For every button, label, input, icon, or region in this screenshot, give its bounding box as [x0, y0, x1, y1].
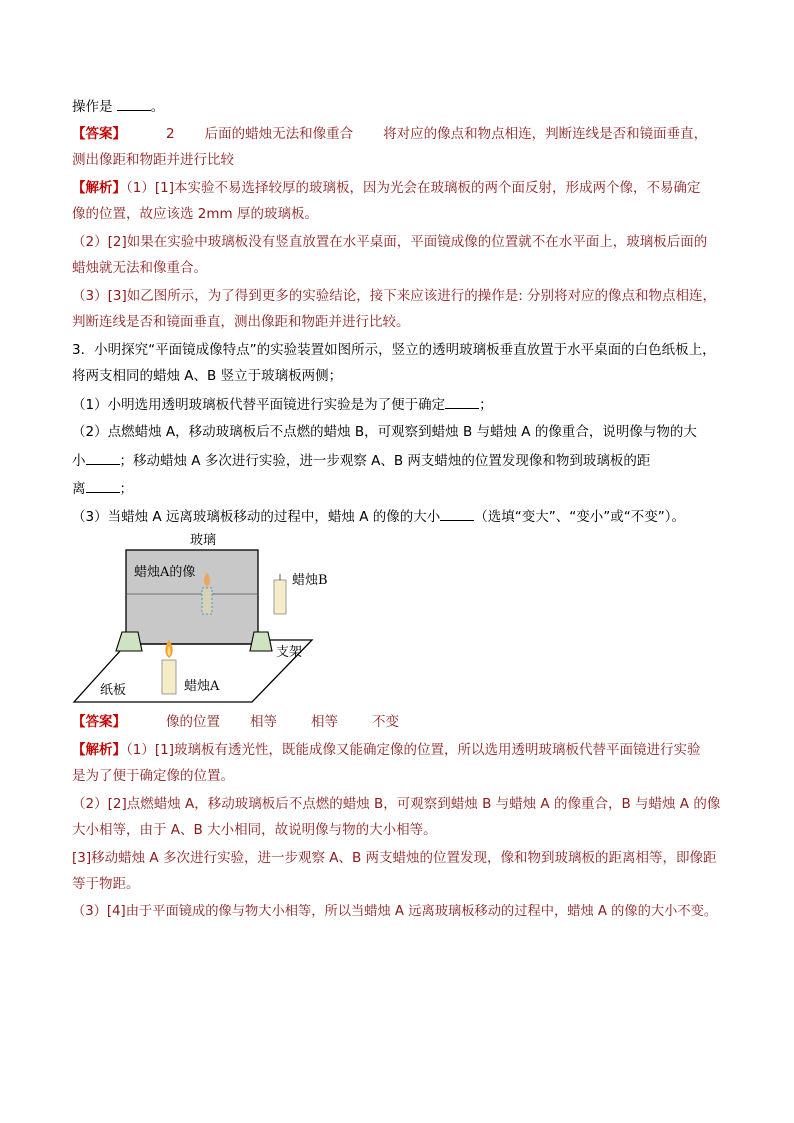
answer-line-2 — [72, 712, 399, 732]
analysis-text: （3）[4]由于平面镜成的像与物大小相等，所以当蜡烛 A 远离玻璃板移动的过程中，蜡烛 A 的像的大小不变。 — [72, 904, 718, 919]
answer-item: 像的位置 — [166, 714, 220, 730]
analysis-tag: 【解析】 — [72, 742, 126, 758]
carryover-text: 操作是 — [72, 99, 117, 115]
answer-blank — [117, 96, 151, 111]
answer-item: 相等 — [311, 714, 338, 730]
analysis-text: （2）[2]如果在实验中玻璃板没有竖直放置在水平桌面，平面镜成像的位置就不在水平面上，玻璃板后面的 — [72, 234, 708, 250]
question-stem: 将两支相同的蜡烛 A、B 竖立于玻璃板两侧； — [72, 368, 343, 384]
stand-right — [250, 632, 272, 651]
question-part-1: （1）小明选用透明玻璃板代替平面镜进行实验是为了便于确定 ； — [72, 394, 493, 415]
question-part-2-cont: 离 ； — [72, 478, 133, 499]
analysis-text: （1）[1]玻璃板有透光性，既能成像又能确定像的位置，所以选用透明玻璃板代替平面镜进行实验 — [126, 742, 701, 758]
analysis-line — [72, 178, 700, 198]
question-part-2-cont: 小 ；移动蜡烛 A 多次进行实验，进一步观察 A、B 两支蜡烛的位置发现像和物到玻璃板的距 — [72, 450, 650, 471]
answer-blank — [86, 450, 120, 465]
analysis-text: （1）[1]本实验不易选择较厚的玻璃板，因为光会在玻璃板的两个面反射，形成两个像，不易确定 — [126, 180, 701, 196]
stand-left — [116, 632, 142, 651]
analysis-text: 蜡烛就无法和像重合。 — [72, 260, 207, 276]
label-candle-b: 蜡烛B — [292, 573, 328, 588]
label-candle-a: 蜡烛A — [184, 679, 220, 694]
analysis-text: 像的位置，故应该选 2mm 厚的玻璃板。 — [72, 206, 318, 222]
candle-image — [202, 588, 212, 614]
answer-tag: 【答案】 — [72, 126, 126, 142]
answer-item: 相等 — [250, 714, 277, 730]
answer-blank — [86, 478, 120, 493]
analysis-text: 是为了便于确定像的位置。 — [72, 768, 234, 784]
candle-b — [274, 580, 286, 614]
question-part-3: （3）当蜡烛 A 远离玻璃板移动的过程中，蜡烛 A 的像的大小 （选填“变大”、“变小”或“不变”）。 — [72, 506, 685, 527]
answer-line-1-cont: 测出像距和物距并进行比较 — [72, 152, 234, 168]
label-candle-image: 蜡烛A的像 — [134, 565, 196, 580]
analysis-line — [72, 740, 700, 760]
label-glass: 玻璃 — [190, 533, 217, 548]
answer-item: 不变 — [372, 714, 399, 730]
question-part-2: （2）点燃蜡烛 A，移动玻璃板后不点燃的蜡烛 B，可观察到蜡烛 B 与蜡烛 A 的像重合，说明像与物的大 — [72, 424, 697, 440]
answer-blank — [440, 506, 474, 521]
question-stem: 3．小明探究“平面镜成像特点”的实验装置如图所示，竖立的透明玻璃板垂直放置于水平桌面的白色纸板上， — [72, 342, 716, 358]
answer-tag: 【答案】 — [72, 714, 126, 730]
experiment-figure — [72, 530, 328, 710]
answer-item: 2 — [166, 126, 175, 142]
answer-item: 后面的蜡烛无法和像重合 — [204, 126, 354, 142]
candle-a — [162, 660, 176, 694]
analysis-text: （3）[3]如乙图所示，为了得到更多的实验结论，接下来应该进行的操作是: 分别将对应的像点和物点相连， — [72, 288, 717, 304]
label-stand: 支架 — [276, 645, 303, 660]
carryover-end: 。 — [150, 99, 165, 115]
analysis-text: 判断连线是否和镜面垂直，测出像距和物距并进行比较。 — [72, 314, 410, 330]
answer-line-1 — [72, 124, 707, 144]
carryover-line — [72, 96, 164, 117]
answer-blank — [445, 394, 479, 409]
analysis-text: 大小相等，由于 A、B 大小相同，故说明像与物的大小相等。 — [72, 822, 437, 838]
analysis-text: （2）[2]点燃蜡烛 A，移动玻璃板后不点燃的蜡烛 B，可观察到蜡烛 B 与蜡烛 A 的像重合，B 与蜡烛 A 的像 — [72, 796, 721, 812]
analysis-text: [3]移动蜡烛 A 多次进行实验，进一步观察 A、B 两支蜡烛的位置发现，像和物到玻璃板的距离相等，即像距 — [72, 850, 717, 866]
label-paper: 纸板 — [100, 683, 127, 698]
analysis-text: 等于物距。 — [72, 876, 140, 892]
answer-item: 将对应的像点和物点相连，判断连线是否和镜面垂直， — [383, 126, 708, 142]
analysis-tag: 【解析】 — [72, 180, 126, 196]
